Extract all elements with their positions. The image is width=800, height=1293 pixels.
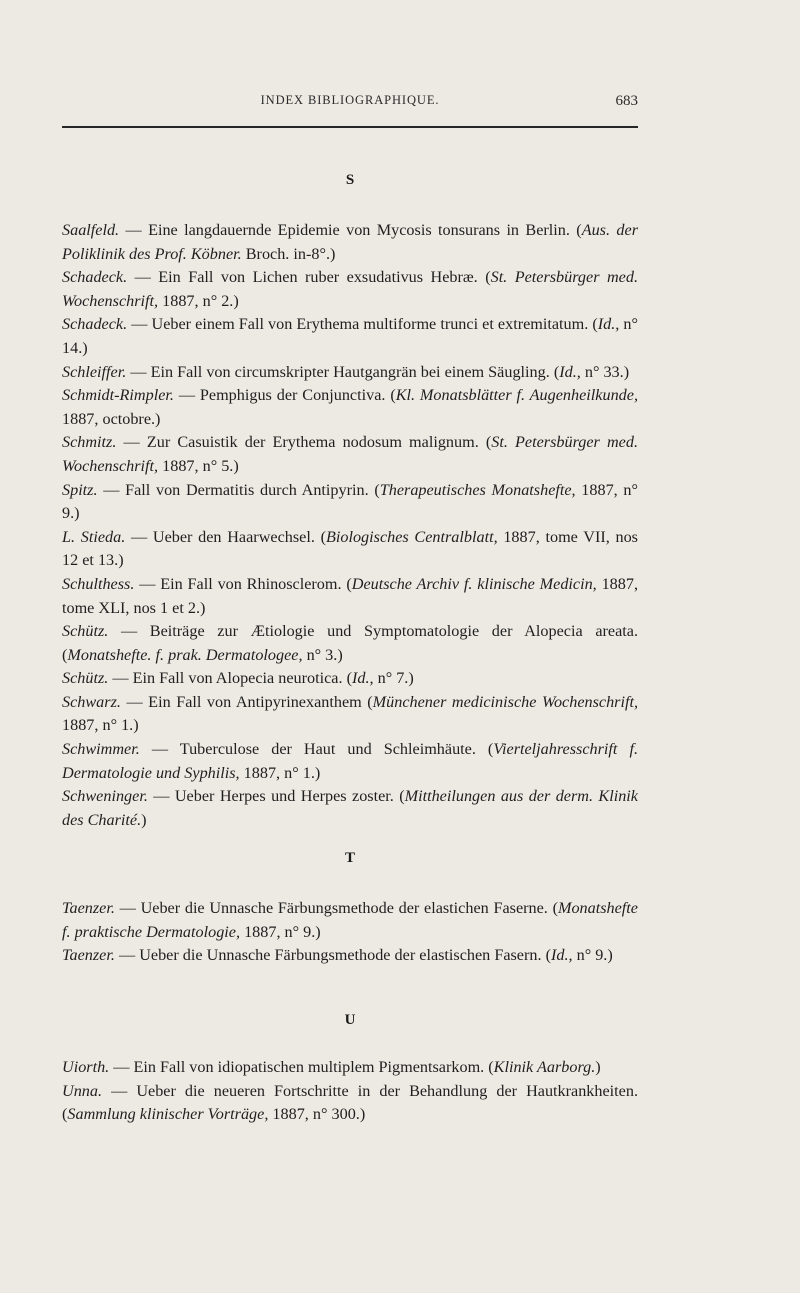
entry-title: — Ueber die Unnasche Färbungsmethode der elastichen Faserne. ( — [114, 899, 558, 917]
entry-details: n° 33.) — [580, 362, 630, 381]
entry-details: 1887, n° 1.) — [239, 763, 321, 782]
bibliography-entry — [62, 573, 638, 620]
entry-details: n° 7.) — [373, 669, 414, 688]
entry-details: n° 3.) — [302, 645, 343, 664]
entry-details: 1887, n° 1.) — [62, 716, 139, 735]
entry-source: Mittheilungen aus der derm. Klinik des Charité. — [62, 787, 638, 829]
entry-author: Schmitz. — [62, 433, 117, 452]
running-title: INDEX BIBLIOGRAPHIQUE. — [260, 93, 440, 107]
entry-author: Spitz. — [62, 480, 98, 499]
entry-title: — Fall von Dermatitis durch Antipyrin. ( — [97, 480, 380, 499]
section-s-entries — [62, 219, 638, 832]
entry-details: 1887, n° 9.) — [62, 480, 638, 523]
entry-details: 1887, tome VII, nos 12 et 13.) — [62, 527, 638, 570]
entry-source: Sammlung klinischer Vorträge, — [67, 1105, 269, 1124]
entry-source: Monatshefte. f. prak. Dermatologee, — [67, 645, 303, 664]
bibliography-entry — [62, 526, 638, 573]
entry-author: Schleiffer. — [62, 362, 127, 381]
bibliography-entry — [62, 1080, 638, 1127]
entry-title: — Pemphigus der Conjunctiva. ( — [173, 386, 396, 405]
entry-source: St. Petersbürger med. Wochenschrift, — [62, 433, 638, 475]
entry-details: 1887, n° 300.) — [268, 1105, 366, 1124]
entry-details: n° 9.) — [572, 946, 613, 965]
entry-title: — Ein Fall von circumskripter Hautgangrän bei einem Säugling. ( — [126, 362, 560, 381]
entry-author: Schulthess. — [62, 574, 135, 593]
entry-title: — Zur Casuistik der Erythema nodosum malignum. ( — [116, 433, 492, 452]
entry-title: — Ein Fall von Lichen ruber exsudativus Hebræ. ( — [127, 268, 491, 287]
entry-title: — Ein Fall von Alopecia neurotica. ( — [108, 669, 352, 688]
bibliography-entry — [62, 691, 638, 738]
entry-title: — Ein Fall von idiopatischen multiplem Pigmentsarkom. ( — [109, 1058, 494, 1076]
bibliography-entry — [62, 431, 638, 478]
entry-author: Schwimmer. — [62, 740, 140, 759]
bibliography-entry — [62, 313, 638, 360]
entry-author: Taenzer. — [62, 946, 115, 965]
bibliography-entry — [62, 620, 638, 667]
entry-details: Broch. in-8°.) — [241, 244, 336, 263]
section-letter-s: S — [345, 172, 355, 188]
section-u-entries — [62, 1056, 638, 1127]
entry-source: Deutsche Archiv f. klinische Medicin, — [351, 574, 597, 593]
section-letter-u: U — [344, 1012, 356, 1028]
entry-details: 1887, octobre.) — [62, 409, 161, 428]
entry-details: ) — [141, 810, 147, 829]
page-header — [62, 93, 638, 115]
entry-source: St. Petersbürger med. Wochenschrift, — [62, 268, 638, 310]
entry-title: — Ueber die Unnasche Färbungsmethode der elastischen Fasern. ( — [114, 946, 551, 965]
entry-details: 1887, tome XLI, nos 1 et 2.) — [62, 574, 638, 617]
entry-author: Uiorth. — [62, 1058, 110, 1076]
entry-source: Münchener medicinische Wochenschrift, — [372, 692, 639, 711]
entry-details: 1887, n° 2.) — [158, 291, 239, 310]
entry-title: — Eine langdauernde Epidemie von Mycosis tonsurans in Berlin. ( — [119, 221, 582, 239]
entry-details: 1887, n° 5.) — [158, 456, 239, 475]
entry-author: Saalfeld. — [62, 221, 120, 239]
entry-author: Schmidt-Rimpler. — [62, 386, 174, 405]
entry-details: n° 14.) — [62, 315, 638, 357]
bibliography-entry — [62, 1056, 638, 1080]
bibliography-entry — [62, 897, 638, 944]
bibliography-entry — [62, 944, 638, 968]
section-t-entries — [62, 897, 638, 968]
entry-author: L. Stieda. — [62, 527, 126, 546]
bibliography-entry — [62, 738, 638, 785]
entry-title: — Ueber den Haarwechsel. ( — [125, 527, 326, 546]
entry-source: Id., — [597, 315, 620, 334]
entry-author: Schadeck. — [62, 315, 128, 334]
entry-author: Schweninger. — [62, 787, 148, 806]
entry-author: Unna. — [62, 1081, 103, 1100]
entry-source: Id., — [351, 669, 374, 688]
page-number: 683 — [615, 93, 638, 109]
entry-source: Kl. Monatsblätter f. Augenheilkunde, — [395, 386, 638, 405]
entry-title: — Tuberculose der Haut und Schleimhäute. ( — [139, 740, 494, 759]
bibliography-entry — [62, 219, 638, 266]
entry-author: Schadeck. — [62, 268, 128, 287]
bibliography-entry — [62, 479, 638, 526]
entry-author: Schwarz. — [62, 692, 121, 711]
entry-source: Vierteljahresschrift f. Dermatologie und Syphilis, — [62, 740, 638, 782]
entry-author: Schütz. — [62, 669, 109, 688]
section-letter-t: T — [344, 850, 355, 866]
entry-title: — Ein Fall von Antipyrinexanthem ( — [120, 692, 373, 711]
entry-title: — Ueber Herpes und Herpes zoster. ( — [147, 787, 405, 806]
entry-source: Therapeutisches Monatshefte, — [379, 480, 576, 499]
entry-author: Schütz. — [62, 622, 109, 641]
entry-title: — Ueber einem Fall von Erythema multiforme trunci et extremitatum. ( — [127, 315, 598, 334]
entry-details: 1887, n° 9.) — [240, 922, 321, 941]
bibliography-entry — [62, 384, 638, 431]
entry-source: Klinik Aarborg. — [493, 1058, 596, 1076]
entry-source: Id., — [559, 362, 581, 381]
bibliography-entry — [62, 361, 638, 385]
bibliography-entry — [62, 785, 638, 832]
entry-source: Biologisches Centralblatt, — [325, 527, 498, 546]
entry-title: — Ueber die neueren Fortschritte in der Behandlung der Hautkrankheiten. ( — [62, 1081, 638, 1124]
header-rule — [62, 126, 638, 128]
bibliography-entry — [62, 667, 638, 691]
entry-source: Id., — [550, 946, 573, 965]
entry-author: Taenzer. — [62, 899, 115, 917]
entry-source: Monatshefte f. praktische Dermatologie, — [62, 899, 638, 941]
bibliography-entry — [62, 266, 638, 313]
entry-details: ) — [595, 1058, 601, 1076]
entry-title: — Beiträge zur Ætiologie und Symptomatologie der Alopecia areata. ( — [62, 622, 638, 664]
entry-title: — Ein Fall von Rhinosclerom. ( — [134, 574, 352, 593]
entry-source: Aus. der Poliklinik des Prof. Köbner. — [62, 221, 638, 263]
